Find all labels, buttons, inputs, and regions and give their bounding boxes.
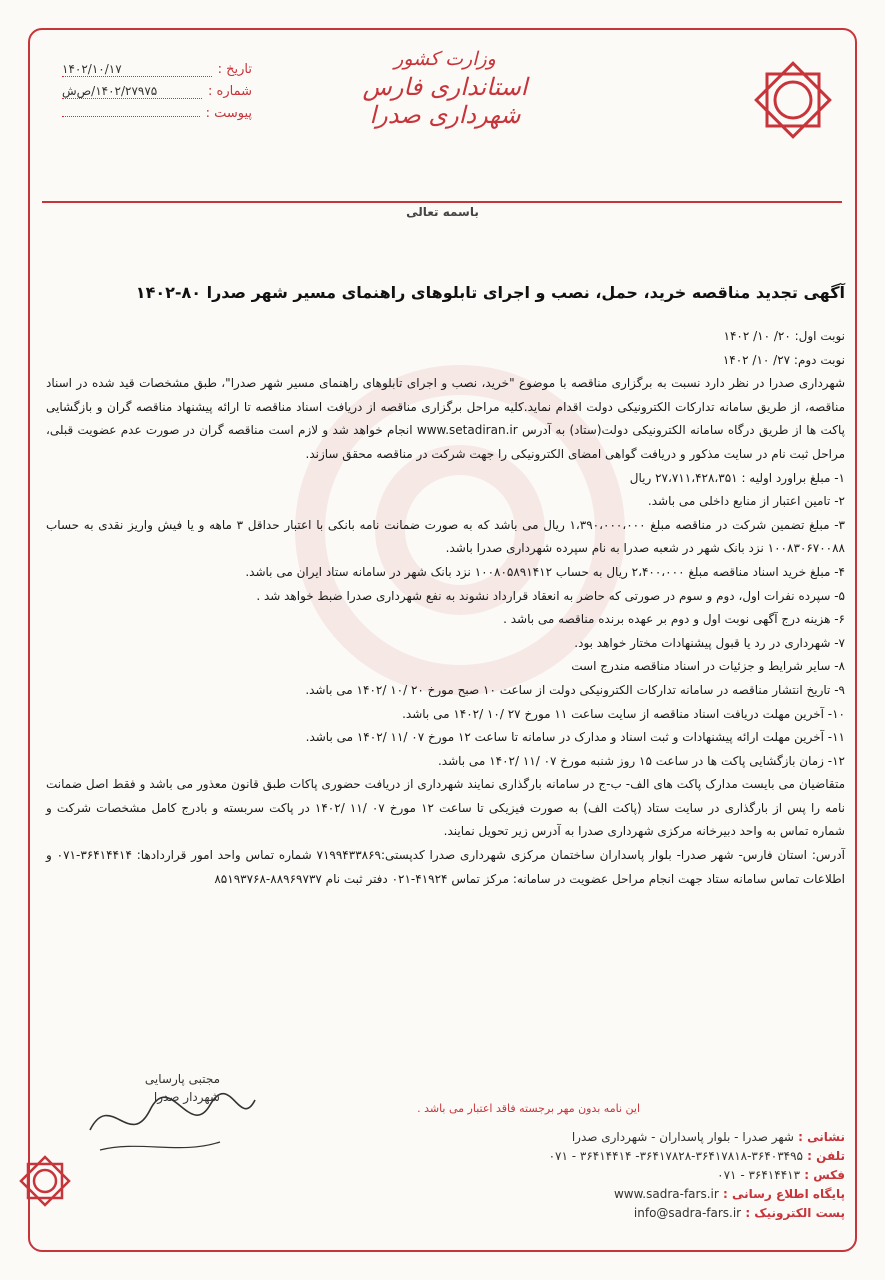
bismillah: باسمه تعالی: [406, 205, 479, 219]
footer-site-label: پایگاه اطلاع رسانی :: [722, 1187, 845, 1201]
attachment-label: پیوست :: [205, 106, 252, 121]
list-item: ۳- مبلغ تضمین شرکت در مناقصه مبلغ ۱،۳۹۰،۰۰۰،۰۰۰ ریال می باشد که به صورت ضمانت نامه بانکی با اعتبار حداقل ۳ ماهه و یا فیش واریز نقدی به حساب ۱۰۰۸۳۰۶۷۰۰۸۸ نزد بانک شهر در شعبه صدرا به نام سپرده شهرداری صدرا باشد.: [46, 517, 845, 556]
footer-phone-label: تلفن :: [807, 1149, 845, 1163]
list-item: ۶- هزینه درج آگهی نوبت اول و دوم بر عهده برنده مناقصه می باشد .: [503, 612, 845, 627]
list-item: ۲- تامین اعتبار از منابع داخلی می باشد.: [647, 494, 845, 509]
footer-site-link[interactable]: www.sadra-fars.ir: [613, 1187, 719, 1201]
number-value: ۱۴۰۲/۲۷۹۷۵/ص‌ش: [62, 84, 202, 99]
date-label: تاریخ :: [217, 62, 252, 77]
footer-fax-label: فکس :: [804, 1168, 845, 1182]
date-value: ۱۴۰۲/۱۰/۱۷: [62, 62, 212, 77]
list-item: ۹- تاریخ انتشار مناقصه در سامانه تدارکات الکترونیکی دولت از ساعت ۱۰ صبح مورخ ۲۰ /۱۰ /۱۴۰۲ می باشد.: [305, 682, 845, 697]
validity-notice: این نامه بدون مهر برجسته فاقد اعتبار می باشد .: [417, 1102, 640, 1115]
intro-paragraph: شهرداری صدرا در نظر دارد نسبت به برگزاری مناقصه با موضوع "خرید، نصب و اجرای تابلوهای راهنمای مسیر شهر صدرا"، طبق مشخصات قید شده در اسناد مناقصه، از طریق سامانه تدارکات الکترونیکی دولت اقدام نماید.کلیه مراحل برگزاری مناقصه از دریافت اسناد مناقصه تا ارائه پیشنهاد مناقصه گران و بازگشایی پاکت ها از طریق درگاه سامانه الکترونیکی دولت(ستاد) به آدرس www.setadiran.ir انجام خواهد شد و لازم است مناقصه گران در صورت عدم عضویت قبلی، مراحل ثبت نام در سایت مذکور و دریافت گواهی امضای الکترونیکی را جهت شرکت در مناقصه محقق سازند.: [46, 376, 845, 461]
address-paragraph: آدرس: استان فارس- شهر صدرا- بلوار پاسداران ساختمان مرکزی شهرداری صدرا کدپستی:۷۱۹۹۴۳۳۸۶۹ شماره تماس واحد امور قراردادها: ۳۶۴۱۴۴۱۴-۰۷۱ و اطلاعات تماس سامانه ستاد جهت انجام مراحل عضویت در سامانه: مرکز تماس ۴۱۹۲۴-۰۲۱ دفتر ثبت نام ۸۸۹۶۹۷۳۷-۸۵۱۹۳۷۶۸: [46, 848, 845, 886]
list-item: ۵- سپرده نفرات اول، دوم و سوم در صورتی که حاضر به انعقاد قرارداد نشوند به نفع شهرداری صدرا ضبط خواهد شد .: [256, 588, 845, 603]
round-first: نوبت اول: ۲۰/ ۱۰/ ۱۴۰۲: [723, 329, 845, 343]
letter-meta: [62, 62, 252, 128]
header-divider: [42, 201, 842, 203]
footer-phone: ۳۶۴۰۳۴۹۵-۳۶۴۱۷۸۱۸-۳۶۴۱۷۸۲۸- ۳۶۴۱۴۴۱۴ - ۰۷۱: [548, 1149, 803, 1163]
signer-block: [60, 1070, 220, 1106]
number-label: شماره :: [208, 84, 252, 99]
letter-body: [46, 325, 845, 891]
signer-position: شهردار صدرا: [153, 1090, 220, 1104]
footer-email-label: پست الکترونیک :: [745, 1206, 845, 1220]
ministry-name: وزارت کشور: [394, 48, 496, 70]
municipality-name: شهرداری صدرا: [369, 101, 521, 129]
list-item: ۸- سایر شرایط و جزئیات در اسناد مناقصه مندرج است: [571, 659, 845, 674]
list-item: ۱۱- آخرین مهلت ارائه پیشنهادات و ثبت اسناد و مدارک در سامانه تا ساعت ۱۲ مورخ ۰۷ /۱۱ /۱۴۰۲ می باشد.: [305, 730, 845, 745]
municipality-logo-icon: [745, 52, 841, 148]
page-title: آگهی تجدید مناقصه خرید، حمل، نصب و اجرای تابلوهای راهنمای مسیر شهر صدرا ۸۰-۱۴۰۲: [135, 283, 845, 302]
footer-address: شهر صدرا - بلوار پاسداران - شهرداری صدرا: [571, 1130, 794, 1144]
list-item: ۱- مبلغ براورد اولیه : ۲۷،۷۱۱،۴۲۸،۳۵۱ ریال: [629, 470, 845, 485]
footer-address-label: نشانی :: [798, 1130, 845, 1144]
attachment-value: [62, 116, 200, 117]
round-second: نوبت دوم: ۲۷/ ۱۰/ ۱۴۰۲: [722, 352, 845, 367]
footer-email-link[interactable]: info@sadra-fars.ir: [633, 1206, 742, 1220]
footer-fax: ۳۶۴۱۴۴۱۳ - ۰۷۱: [717, 1168, 801, 1182]
letterhead-title: [360, 45, 530, 129]
footer-contact: [460, 1128, 845, 1223]
closing-paragraph: متقاضیان می بایست مدارک پاکت های الف- ب-ج در سامانه بارگذاری نمایند شهرداری از دریافت حضوری پاکات طبق قانون معذور می باشد و فقط اصل ضمانت نامه را پس از بارگذاری در سایت ستاد (پاکت الف) به صورت فیزیکی تا ساعت ۱۲ مورخ ۰۷ /۱۱ /۱۴۰۲ در پاکت سربسته و بادرج کامل مشخصات شرکت و شماره تماس به واحد دبیرخانه مرکزی شهرداری صدرا به آدرس زیر تحویل نمایند.: [46, 777, 846, 839]
list-item: ۷- شهرداری در رد یا قبول پیشنهادات مختار خواهد بود.: [574, 635, 845, 650]
signer-name: مجتبی پارسایی: [144, 1072, 220, 1086]
footer-logo-icon: [14, 1150, 76, 1212]
list-item: ۱۲- زمان بازگشایی پاکت ها در ساعت ۱۵ روز شنبه مورخ ۰۷ /۱۱ /۱۴۰۲ می باشد.: [437, 753, 845, 768]
province-name: استانداری فارس: [362, 73, 528, 101]
list-item: ۱۰- آخرین مهلت دریافت اسناد مناقصه از سایت ساعت ۱۱ مورخ ۲۷ /۱۰ /۱۴۰۲ می باشد.: [402, 706, 845, 721]
list-item: ۴- مبلغ خرید اسناد مناقصه مبلغ ۲،۴۰۰،۰۰۰ ریال به حساب ۱۰۰۸۰۵۸۹۱۴۱۲ نزد بانک شهر در سامانه ستاد ایران می باشد.: [245, 564, 845, 579]
